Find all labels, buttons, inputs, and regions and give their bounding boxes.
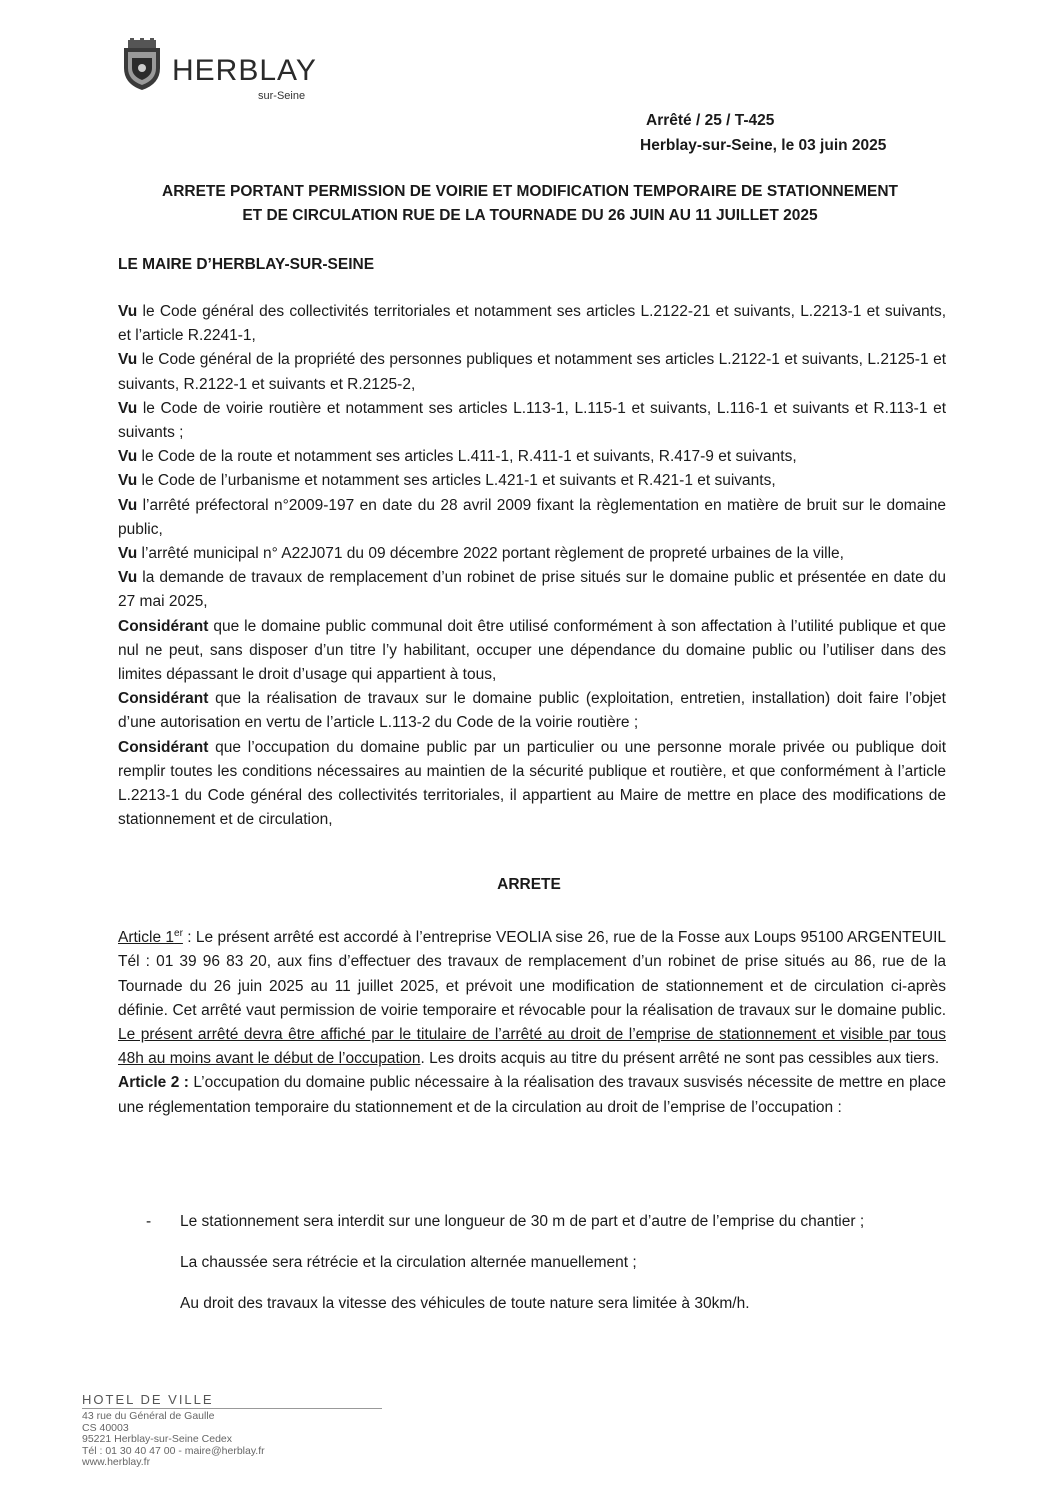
issuing-authority: LE MAIRE D’HERBLAY-SUR-SEINE: [118, 256, 375, 273]
decree-title-line-1: ARRETE PORTANT PERMISSION DE VOIRIE ET MODIFICATION TEMPORAIRE DE STATIONNEMENT: [162, 183, 898, 200]
articles: [118, 922, 946, 1120]
herblay-logo: [118, 38, 338, 108]
considerations: [118, 300, 946, 832]
footer-line: www.herblay.fr: [82, 1456, 151, 1468]
consideration-item: Vu la demande de travaux de remplacement d’un robinet de prise situés sur le domaine public et présentée en date du 27 mai 2025,: [118, 569, 946, 611]
consideration-item: Vu l’arrêté municipal n° A22J071 du 09 décembre 2022 portant règlement de propreté urbaines de la ville,: [118, 545, 844, 563]
display-obligation: Le présent arrêté devra être affiché par le titulaire de l’arrêté au droit de l’emprise de stationnement et visible par tous 48h au moins avant le début de l’occupation: [118, 1025, 946, 1068]
footer-address: [82, 1392, 392, 1469]
list-item: - Le stationnement sera interdit sur une longueur de 30 m de part et d’autre de l’emprise du chantier ;: [118, 1206, 946, 1237]
decree-title: [100, 180, 960, 228]
consideration-item: Considérant que la réalisation de travaux sur le domaine public (exploitation, entretien, installation) doit faire l’objet d’une autorisation en vertu de l’article L.113-2 du Code de la voirie routière ;: [118, 690, 946, 732]
consideration-item: Vu le Code de voirie routière et notamment ses articles L.113-1, L.115-1 et suivants, L.116-1 et suivants et R.113-1 et suivants ;: [118, 399, 946, 442]
consideration-item: Considérant que le domaine public communal doit être utilisé conformément à son affectation à l’utilité publique et que nul ne peut, sans disposer d’un titre l’y habilitant, occuper une dépendance du domaine public ou l’utiliser dans des limites dépassant le droit d’usage qui appartient à tous,: [118, 617, 946, 684]
article-1-title: Article 1er: [118, 928, 183, 947]
article-2: Article 2 : L’occupation du domaine public nécessaire à la réalisation des travaux susvisés nécessite de mettre en place une réglementation temporaire du stationnement et de la circulation au droit de l’emprise de l’occupation :: [118, 1074, 946, 1116]
brand-subtitle: sur-Seine: [258, 90, 306, 102]
consideration-item: Vu l’arrêté préfectoral n°2009-197 en date du 28 avril 2009 fixant la règlementation en matière de bruit sur le domaine public,: [118, 496, 946, 538]
decree-title-line-2: ET DE CIRCULATION RUE DE LA TOURNADE DU 26 JUIN AU 11 JUILLET 2025: [242, 207, 818, 224]
footer-line: 95221 Herblay-sur-Seine Cedex: [82, 1433, 232, 1445]
measures-list: [118, 1206, 946, 1319]
article-1: Article 1er : Le présent arrêté est accordé à l’entreprise VEOLIA sise 26, rue de la Fosse aux Loups 95100 ARGENTEUIL Tél : 01 39 96 83 20, aux fins d’effectuer des travaux de remplacement d’un robinet de prise situés au 86, rue de la Tournade du 26 juin 2025 au 11 juillet 2025, et prévoit une modification de stationnement et de circulation ci-après définie. Cet arrêté vaut permission de voirie temporaire et révocable pour la réalisation de travaux sur le domaine public. Le présent arrêté devra être affiché par le titulaire de l’arrêté au droit de l’emprise de stationnement et visible par tous 48h au moins avant le début de l’occupation. Les droits acquis au titre du présent arrêté ne sont pas cessibles aux tiers.: [118, 928, 947, 1068]
footer-line: CS 40003: [82, 1421, 129, 1434]
brand-name: HERBLAY: [172, 54, 317, 87]
municipal-crest-icon: [118, 38, 166, 92]
arrete-heading: ARRETE: [497, 876, 561, 893]
consideration-item: Considérant que l’occupation du domaine public par un particulier ou une personne morale privée ou publique doit remplir toutes les conditions nécessaires au maintien de la sécurité publique et routière, et que conformément à l’article L.2213-1 du Code général des collectivités territoriales, il appartient au Maire de mettre en place des modifications de stationnement et de circulation,: [118, 738, 946, 829]
decree-reference: Arrêté / 25 / T-425: [646, 112, 775, 129]
place-and-date: Herblay-sur-Seine, le 03 juin 2025: [640, 137, 887, 154]
consideration-item: Vu le Code de l’urbanisme et notamment ses articles L.421-1 et suivants et R.421-1 et suivants,: [118, 472, 776, 490]
consideration-item: Vu le Code général de la propriété des personnes publiques et notamment ses articles L.2122-1 et suivants, L.2125-1 et suivants, R.2122-1 et suivants et R.2125-2,: [118, 351, 946, 393]
consideration-item: Vu le Code de la route et notamment ses articles L.411-1, R.411-1 et suivants, R.417-9 et suivants,: [118, 448, 797, 466]
footer-line: 43 rue du Général de Gaulle: [82, 1410, 215, 1422]
list-dash: -: [146, 1213, 152, 1230]
footer-heading: HOTEL DE VILLE: [82, 1392, 382, 1409]
list-item: Au droit des travaux la vitesse des véhicules de toute nature sera limitée à 30km/h.: [180, 1295, 750, 1312]
consideration-item: Vu le Code général des collectivités territoriales et notamment ses articles L.2122-21 et suivants, L.2213-1 et suivants, et l’article R.2241-1,: [118, 303, 946, 345]
article-2-title: Article 2 :: [118, 1074, 189, 1092]
footer-line: Tél : 01 30 40 47 00 - maire@herblay.fr: [82, 1444, 265, 1457]
list-item: La chaussée sera rétrécie et la circulation alternée manuellement ;: [180, 1254, 637, 1271]
